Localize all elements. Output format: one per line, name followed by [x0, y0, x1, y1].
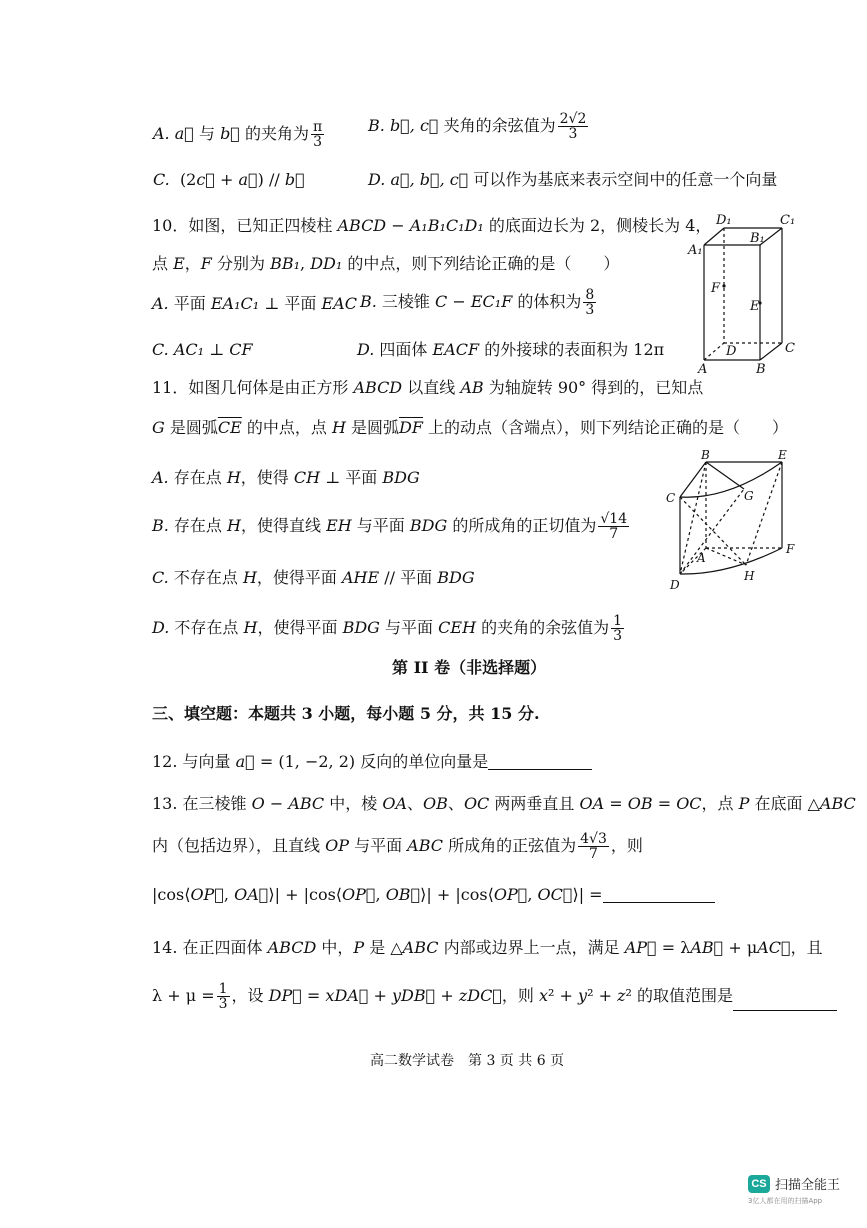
scanner-brand: 扫描全能王 — [775, 1178, 841, 1193]
scanner-watermark — [748, 1174, 840, 1206]
q13-line2: 内（包括边界），且直线 OP 与平面 ABC 所成角的正弦值为 $\frac{4√3}{7}$ ，则 — [152, 831, 643, 862]
label-f: F — [786, 542, 795, 556]
q10-option-a: A. 平面 EA₁C₁ ⊥ 平面 EAC — [152, 294, 357, 313]
label-g: G — [744, 489, 754, 503]
q11-stem-line2: G 是圆弧$\overline{CE}$ 的中点，点 H 是圆弧$\overline{DF}$ 上的动点（含端点），则下列结论正确的是（ ） — [152, 418, 789, 437]
edge-ad — [704, 343, 724, 360]
q13-line3: |cos⟨OP⃗, OA⃗⟩| + |cos⟨OP⃗, OB⃗⟩| + |cos⟨OP⃗, OC⃗⟩| = — [152, 887, 715, 903]
q10-option-d: D. 四面体 EACF 的外接球的表面积为 12π — [357, 340, 665, 359]
section-3-heading: 三、填空题：本题共 3 小题，每小题 5 分，共 15 分. — [152, 704, 540, 723]
label-c: C — [666, 491, 676, 505]
label-d: D — [726, 344, 737, 359]
page-footer: 高二数学试卷 第 3 页 共 6 页 — [370, 1053, 565, 1069]
q10-option-b: B. 三棱锥 C − EC₁F 的体积为 $\frac{8}{3}$ — [360, 287, 595, 318]
q11-option-b: B. 存在点 H，使得直线 EH 与平面 BDG 的所成角的正切值为 $\frac{√14}{7}$ — [152, 511, 628, 542]
label-b: B — [701, 450, 710, 462]
label-b: B — [756, 362, 766, 377]
q14-line1: 14. 在正四面体 ABCD 中，P 是 △ABC 内部或边界上一点，满足 AP⃗ = λAB⃗ + μAC⃗，且 — [152, 938, 823, 957]
label-d1: D₁ — [716, 213, 732, 228]
edge-bc — [680, 462, 706, 497]
label-h: H — [744, 569, 755, 583]
edge-bc — [760, 343, 782, 360]
label-f: F — [711, 281, 721, 296]
q11-stem-line1: 11．如图几何体是由正方形 ABCD 以直线 AB 为轴旋转 90° 得到的，已知点 — [152, 378, 704, 397]
label-b1: B₁ — [750, 231, 765, 246]
scanner-logo-icon: CS — [748, 1175, 770, 1193]
point-f — [722, 284, 725, 287]
label-d: D — [670, 578, 680, 592]
segment-eh — [746, 462, 782, 565]
label-a1: A₁ — [688, 243, 703, 258]
q14-line2: λ + μ = $\frac{1}{3}$ ，设 DP⃗ = xDA⃗ + yDB⃗ + zDC⃗，则 x² + y² + z² 的取值范围是 — [152, 982, 837, 1011]
label-c1: C₁ — [780, 213, 796, 228]
section-ii-title: 第 II 卷（非选择题） — [392, 658, 547, 677]
q9-option-a: A. a⃗ 与 b⃗ 的夹角为 $\frac{\pi}{3}$ — [153, 119, 323, 150]
segment-bg — [706, 462, 744, 489]
label-a: A — [697, 551, 706, 565]
scanner-tagline: 3亿人都在用的扫描App — [748, 1197, 823, 1205]
label-e: E — [750, 299, 760, 314]
arc-df — [680, 548, 782, 574]
q9-option-b: B. b⃗, c⃗ 夹角的余弦值为 $\frac{2√2}{3}$ — [368, 111, 587, 142]
q9-option-c: C. (2c⃗ + a⃗) // b⃗ — [153, 170, 305, 189]
segment-dg — [680, 489, 744, 574]
q10-option-c: C. AC₁ ⊥ CF — [152, 340, 253, 359]
q11-option-a: A. 存在点 H，使得 CH ⊥ 平面 BDG — [152, 468, 420, 487]
edge-a1d1 — [704, 228, 724, 245]
q11-option-c: C. 不存在点 H，使得平面 AHE // 平面 BDG — [152, 568, 475, 587]
label-e: E — [778, 450, 787, 462]
q11-solid-figure — [660, 450, 810, 595]
q13-line1: 13. 在三棱锥 O − ABC 中，棱 OA、OB、OC 两两垂直且 OA = OB = OC，点 P 在底面 △ABC — [152, 794, 856, 813]
q10-stem-line1: 10．如图，已知正四棱柱 ABCD − A₁B₁C₁D₁ 的底面边长为 2，侧棱长为 4， — [152, 216, 712, 235]
q11-option-d: D. 不存在点 H，使得平面 BDG 与平面 CEH 的夹角的余弦值为 $\frac{1}{3}$ — [152, 613, 623, 644]
segment-ah — [706, 548, 746, 565]
q9-option-d: D. a⃗, b⃗, c⃗ 可以作为基底来表示空间中的任意一个向量 — [368, 170, 778, 189]
q12-text: 12. 与向量 a⃗ = (1, −2, 2) 反向的单位向量是 — [152, 754, 592, 770]
label-c: C — [785, 341, 795, 356]
q10-stem-line2: 点 E，F 分别为 BB₁, DD₁ 的中点，则下列结论正确的是（ ） — [152, 254, 620, 273]
label-a: A — [698, 362, 708, 377]
q10-prism-figure — [680, 210, 810, 378]
